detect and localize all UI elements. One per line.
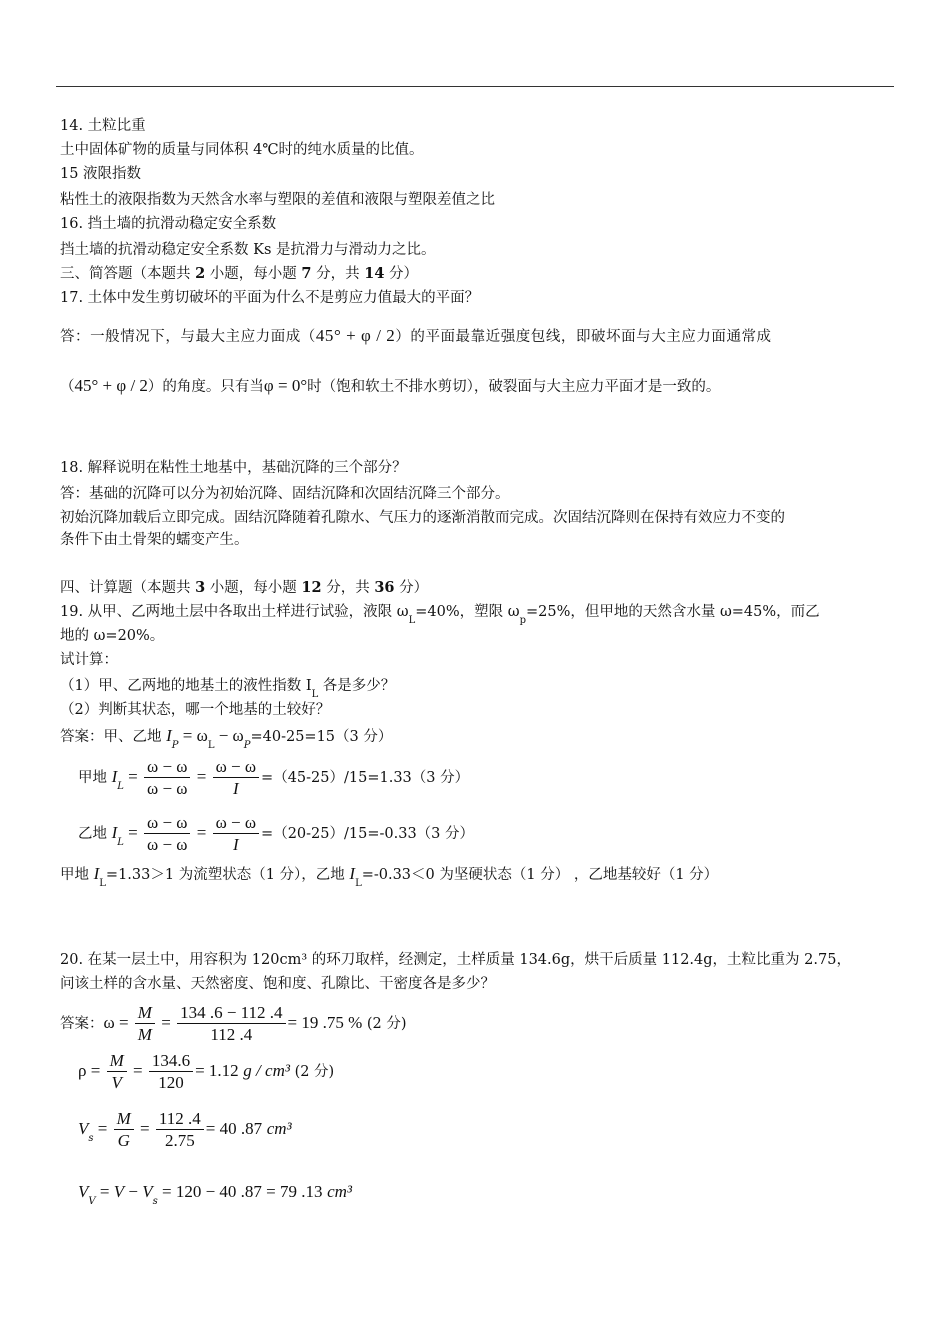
answer-19-ip: 答案：甲、乙地 $I_P = \omega_L - \omega_P=40-25=15(3$ 分） (60, 726, 393, 751)
answer-18-line-3: 条件下由土骨架的蠕变产生。 (60, 532, 249, 548)
question-19-part-1: （1）甲、乙两地的地基土的液性指数 $I_L$ 各是多少？ (60, 678, 396, 700)
il-fraction-b2: $\frac{\omega - \omega}{I}$ (213, 813, 259, 856)
answer-19-site-b: 乙地 $I_L$ = $\frac{\omega - \omega}{\omega - \omega}$ = $\frac{\omega - \omega}{I}$ =（20-25）/15=-0.33（3 分） (78, 812, 475, 854)
answer-20-water-content: 答案：ω = $\frac{M}{M}$ = $\frac{134 .6 - 112 .4}{112 .4}$ = 19 .75 % (2 分) (60, 1002, 407, 1044)
density-fraction: $\frac{134.6}{120}$ (149, 1051, 193, 1094)
solid-volume-fraction: $\frac{112 .4}{2.75}$ (156, 1109, 204, 1152)
m-over-v-fraction: $\frac{M}{V}$ (107, 1051, 127, 1094)
term-15-title: 15 液限指数 (60, 166, 142, 182)
section-3-heading: 三、简答题（本题共 2 小题，每小题 7 分，共 14 分） (60, 265, 419, 282)
answer-20-solid-volume: $V_s$ = $\frac{M}{G}$ = $\frac{112 .4}{2.75}$ = 40 .87 cm³ (78, 1108, 292, 1150)
question-17: 17. 土体中发生剪切破坏的平面为什么不是剪应力值最大的平面？ (60, 290, 480, 306)
header-rule (56, 86, 894, 87)
term-16-title: 16. 挡土墙的抗滑动稳定安全系数 (60, 216, 277, 232)
term-14-definition: 土中固体矿物的质量与同体积 4℃时的纯水质量的比值。 (60, 142, 424, 158)
question-19-part-2: （2）判断其状态，哪一个地基的土较好？ (60, 702, 331, 718)
answer-18-line-1: 答：基础的沉降可以分为初始沉降、固结沉降和次固结沉降三个部分。 (60, 486, 510, 502)
il-fraction-b1: $\frac{\omega - \omega}{\omega - \omega}$ (144, 813, 190, 856)
water-content-fraction: $\frac{134 .6 - 112 .4}{112 .4}$ (177, 1003, 285, 1046)
answer-17-line-1: 答：一般情况下，与最大主应力面成（45° + φ / 2）的平面最靠近强度包线，即破坏面与大主应力面通常成 (60, 326, 772, 345)
il-fraction-a2: $\frac{\omega - \omega}{I}$ (213, 757, 259, 800)
question-19-line-2: 地的 ω=20%。 (60, 628, 165, 644)
answer-19-conclusion: 甲地 $I_L=1.33>1$ 为流塑状态（1 分），乙地 $I_L=-0.33<0$ 为坚硬状态（1 分） ，乙地基较好（1 分） (60, 864, 719, 889)
answer-18-line-2: 初始沉降加载后立即完成。固结沉降随着孔隙水、气压力的逐渐消散而完成。次固结沉降则在保持有效应力不变的 (60, 510, 785, 526)
section-4-heading: 四、计算题（本题共 3 小题，每小题 12 分，共 36 分） (60, 579, 429, 596)
question-19-line-3: 试计算： (60, 652, 118, 668)
question-19-line-1: 19. 从甲、乙两地土层中各取出土样进行试验，液限 $\omega_L=40\%$，塑限 $\omega_p=25\%$，但甲地的天然含水量 ω=45%，而乙 (60, 604, 820, 626)
il-fraction-a1: $\frac{\omega - \omega}{\omega - \omega}$ (144, 757, 190, 800)
answer-20-density: ρ = $\frac{M}{V}$ = $\frac{134.6}{120}$ = 1.12 g / cm³ (2 分) (78, 1050, 335, 1092)
question-20-line-1: 20. 在某一层土中，用容积为 120cm³ 的环刀取样，经测定，土样质量 134.6g，烘干后质量 112.4g，土粒比重为 2.75， (60, 952, 851, 968)
term-16-definition: 挡土墙的抗滑动稳定安全系数 Ks 是抗滑力与滑动力之比。 (60, 242, 436, 258)
answer-20-void-volume: $V_V = V - V_s = 120 - 40$ .87 = 79 .13 cm³ (78, 1182, 353, 1207)
answer-17-line-2: （45° + φ / 2）的角度。只有当φ = 0°时（饱和软土不排水剪切），破裂面与大主应力平面才是一致的。 (60, 376, 721, 395)
mw-ms-fraction: $\frac{M}{M}$ (135, 1003, 155, 1046)
term-15-definition: 粘性土的液限指数为天然含水率与塑限的差值和液限与塑限差值之比 (60, 192, 495, 208)
term-14-title: 14. 土粒比重 (60, 118, 146, 134)
answer-19-site-a: 甲地 $I_L$ = $\frac{\omega - \omega}{\omega - \omega}$ = $\frac{\omega - \omega}{I}$ =（45-25）/15=1.33（3 分） (78, 756, 470, 798)
question-20-line-2: 问该土样的含水量、天然密度、饱和度、孔隙比、干密度各是多少？ (60, 976, 495, 992)
ms-over-gs-fraction: $\frac{M}{G}$ (114, 1109, 134, 1152)
question-18: 18. 解释说明在粘性土地基中，基础沉降的三个部分？ (60, 460, 407, 476)
